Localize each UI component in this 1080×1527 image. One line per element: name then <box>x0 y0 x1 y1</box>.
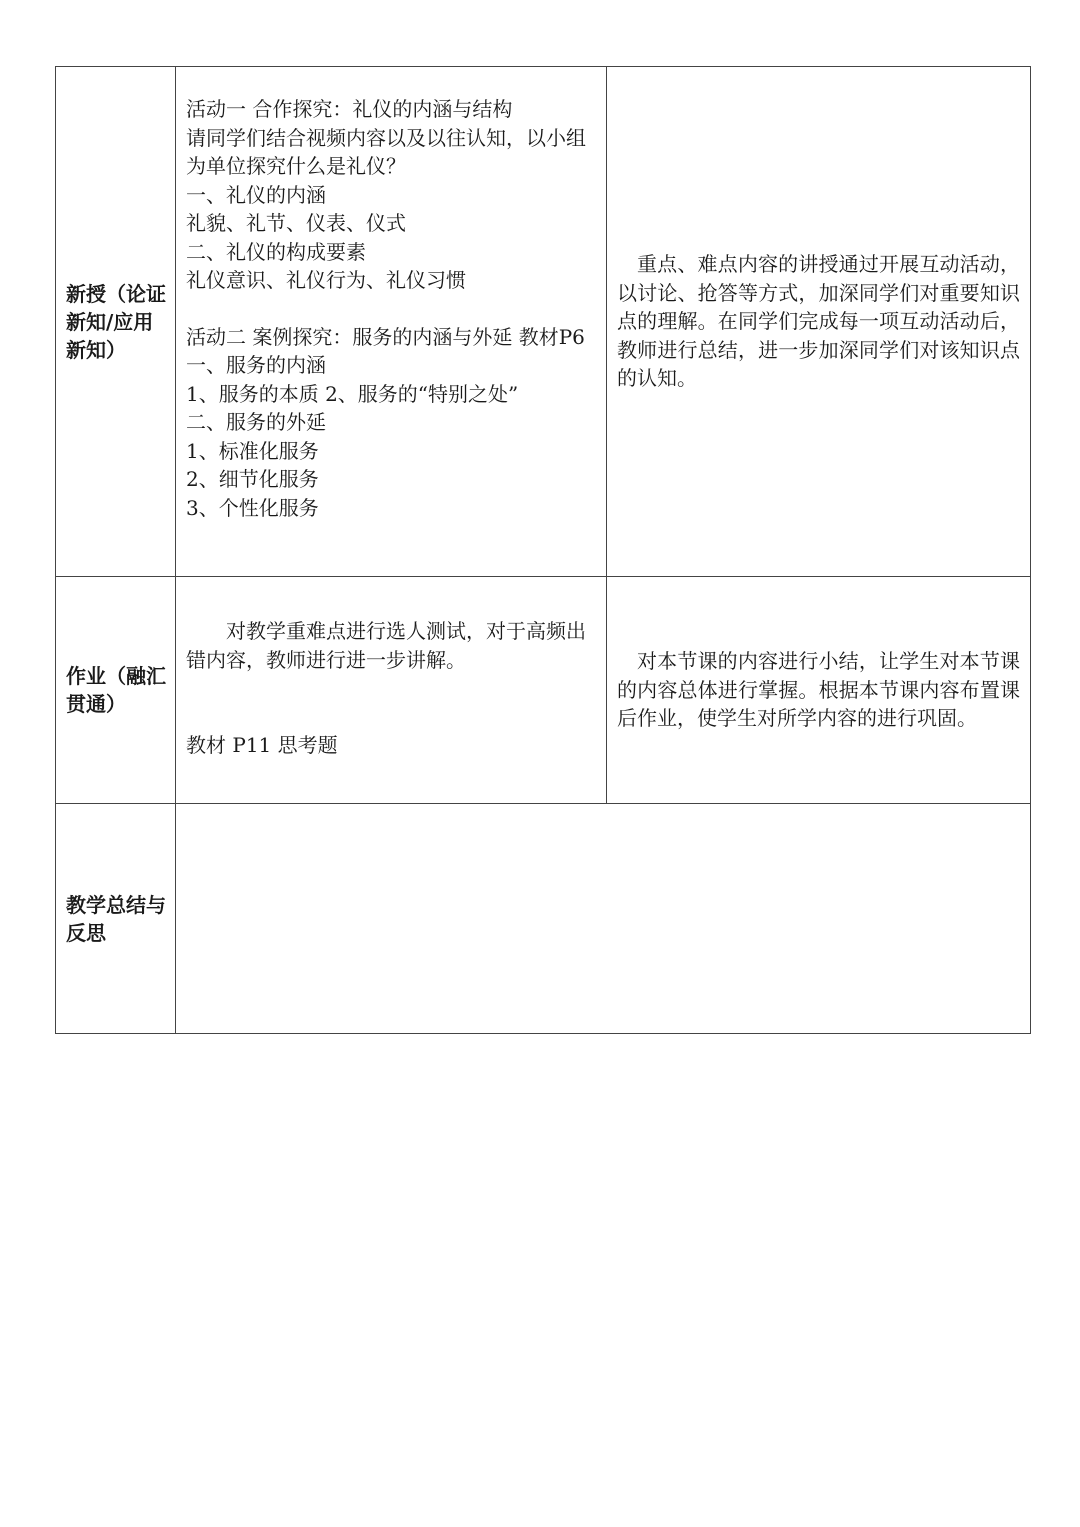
section1-items: 礼貌、礼节、仪表、仪式 <box>186 211 406 235</box>
section4-item2: 2、细节化服务 <box>186 467 319 491</box>
table-row-new-lesson <box>56 67 1031 577</box>
activity1-title: 活动一 合作探究：礼仪的内涵与结构 <box>186 97 513 121</box>
homework-paragraph: 对教学重难点进行选人测试，对于高频出错内容，教师进行进一步讲解。 <box>186 619 586 672</box>
activity1-prompt: 请同学们结合视频内容以及以往认知，以小组为单位探究什么是礼仪？ <box>186 125 586 178</box>
section2-items: 礼仪意识、礼仪行为、礼仪习惯 <box>186 268 466 292</box>
table-row-summary <box>56 804 1031 1034</box>
homework-content <box>176 577 607 804</box>
section2-title: 二、礼仪的构成要素 <box>186 239 366 264</box>
homework-label: 作业（融汇贯通） <box>56 577 176 804</box>
spacer <box>186 295 598 323</box>
homework-textbook: 教材 P11 思考题 <box>186 733 338 757</box>
section4-item1: 1、标准化服务 <box>186 438 319 463</box>
lesson-plan-table <box>55 66 1031 1034</box>
summary-label: 教学总结与反思 <box>56 804 176 1034</box>
section3-title: 一、服务的内涵 <box>186 353 326 377</box>
table-row-homework <box>56 577 1031 804</box>
new-lesson-content <box>176 67 607 577</box>
new-lesson-label: 新授（论证新知/应用新知） <box>56 67 176 577</box>
section4-title: 二、服务的外延 <box>186 410 326 434</box>
section3-items: 1、服务的本质 2、服务的“特别之处” <box>186 381 519 406</box>
section1-title: 一、礼仪的内涵 <box>186 182 326 207</box>
spacer <box>186 674 598 731</box>
new-lesson-design: 重点、难点内容的讲授通过开展互动活动，以讨论、抢答等方式，加深同学们对重要知识点的理解。在同学们完成每一项互动活动后，教师进行总结，进一步加深同学们对该知识点的认知。 <box>607 67 1031 577</box>
activity2-title: 活动二 案例探究：服务的内涵与外延 教材P6 <box>186 324 585 349</box>
homework-design: 对本节课的内容进行小结，让学生对本节课的内容总体进行掌握。根据本节课内容布置课后作业，使学生对所学内容的进行巩固。 <box>607 577 1031 804</box>
summary-content <box>176 804 1031 1034</box>
section4-item3: 3、个性化服务 <box>186 495 319 520</box>
